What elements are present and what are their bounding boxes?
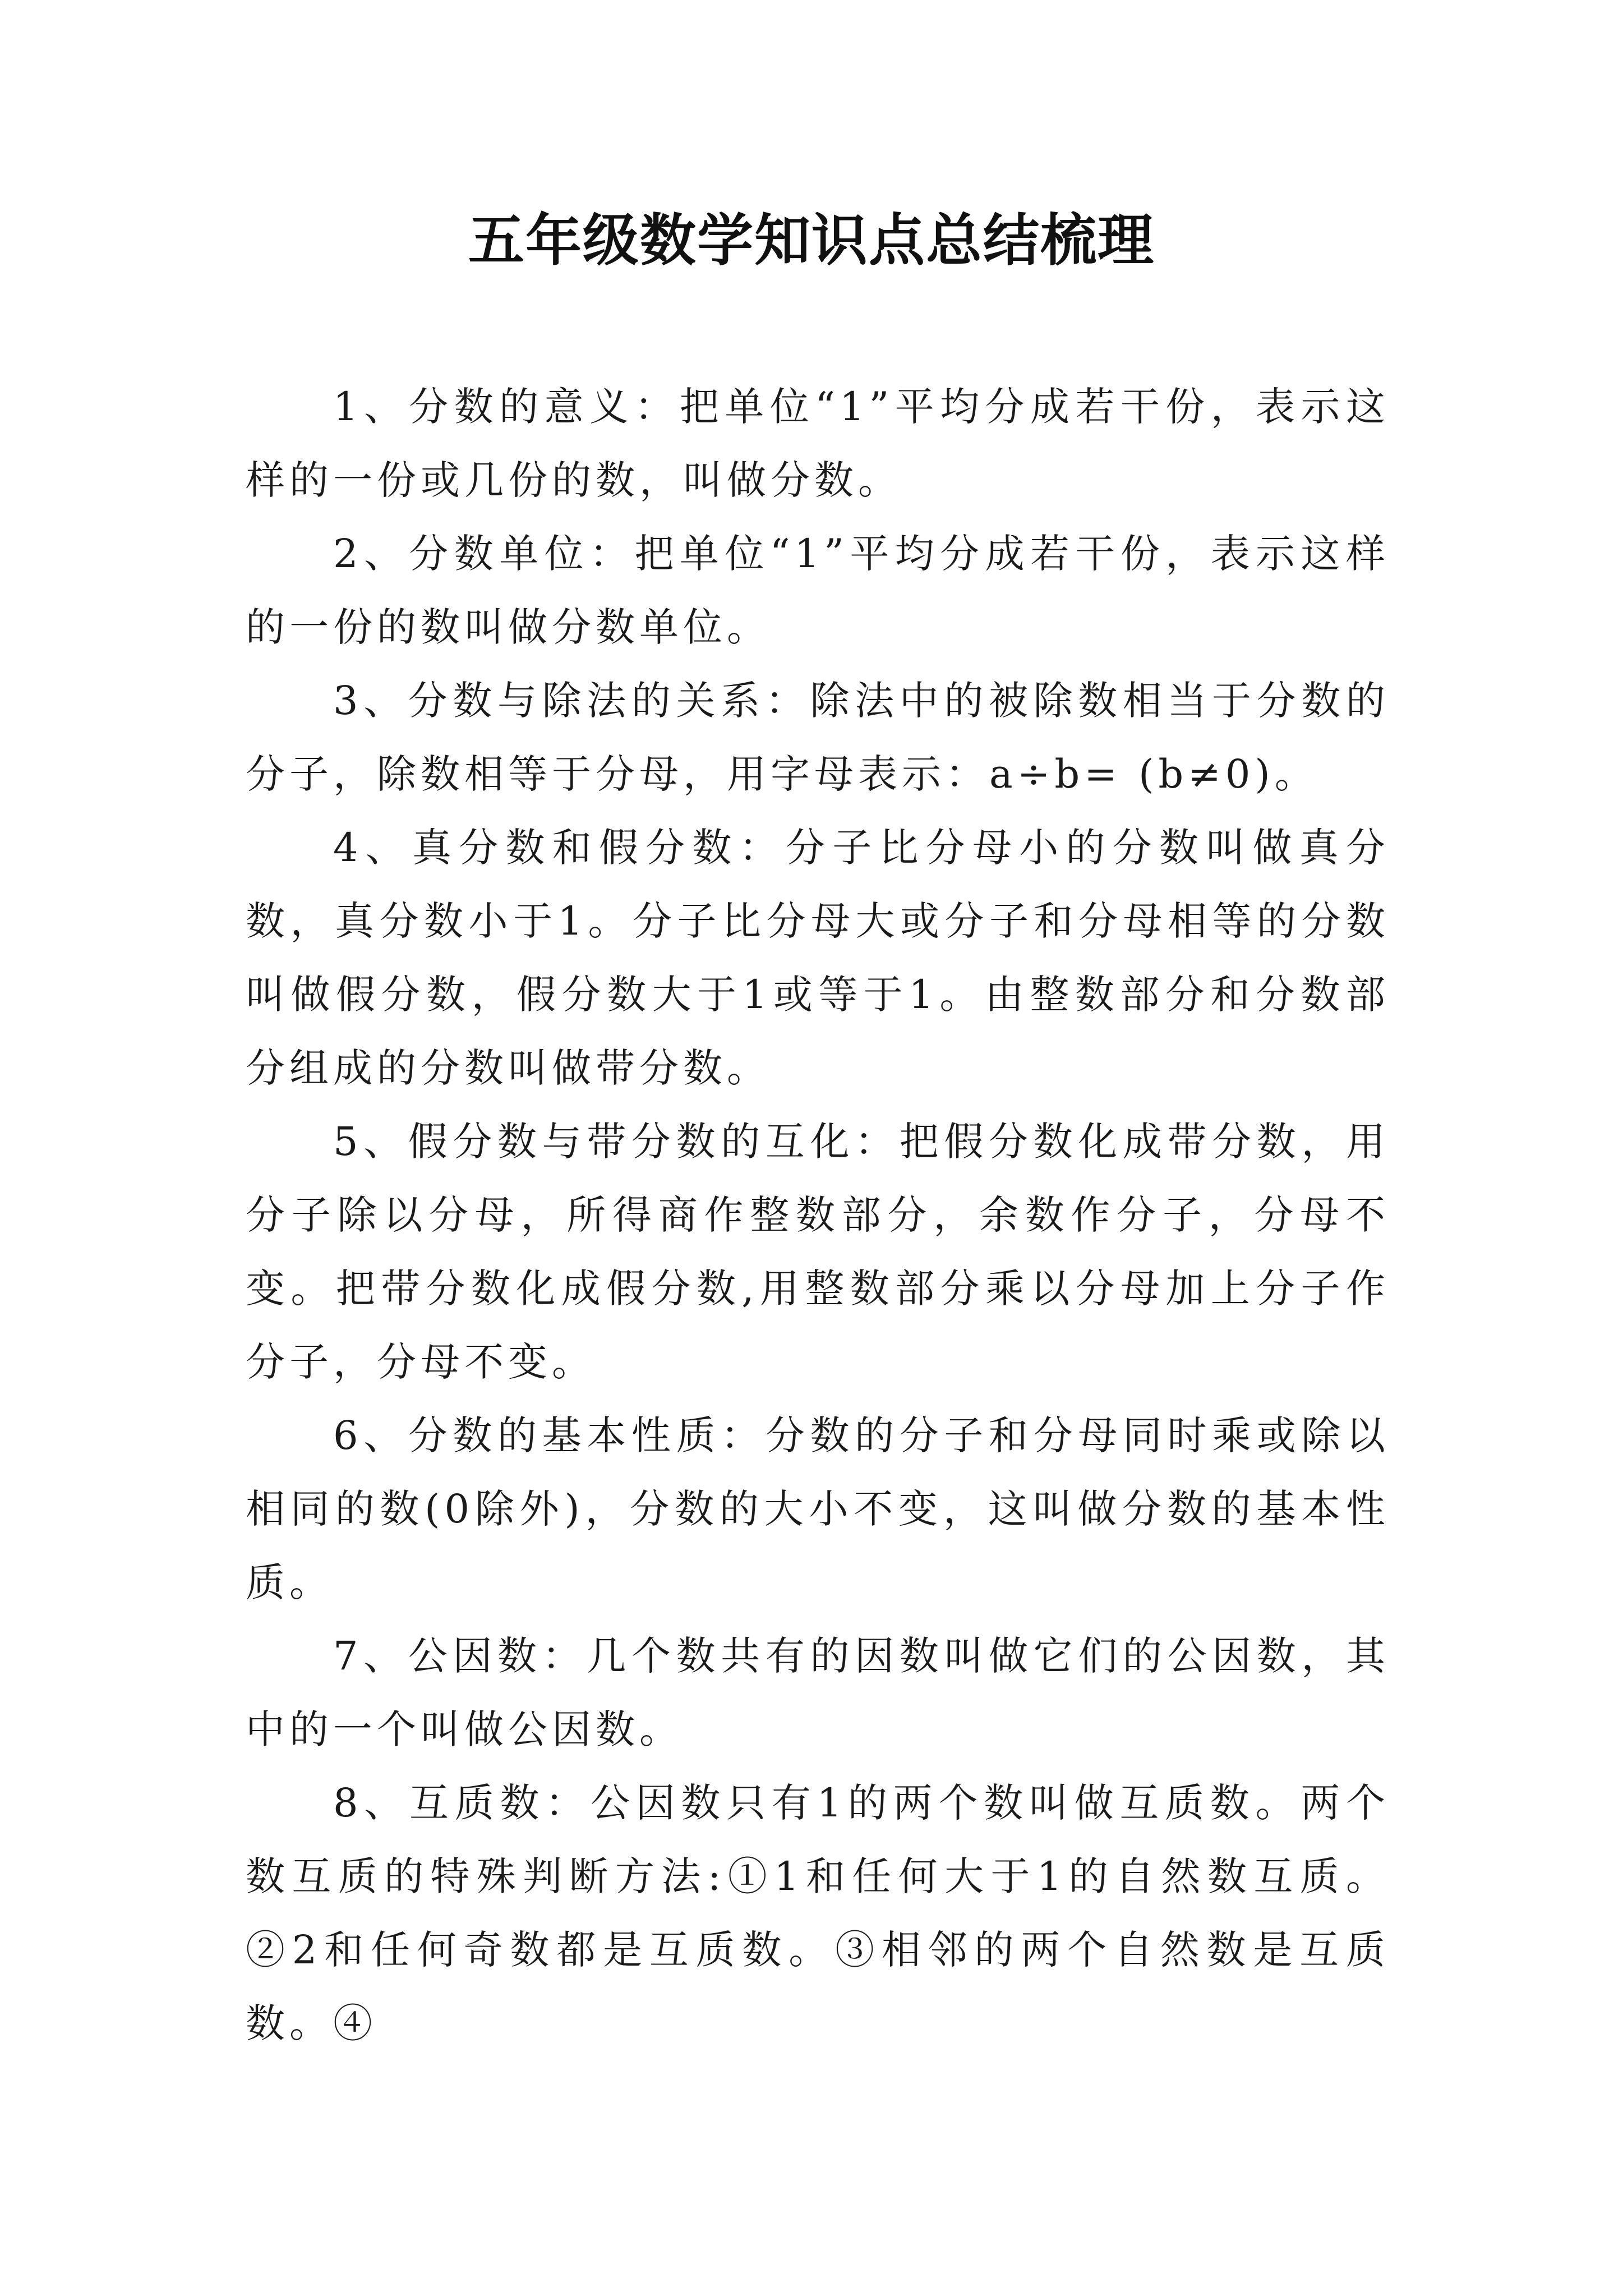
document-title: 五年级数学知识点总结梳理 bbox=[468, 207, 1155, 273]
document-body bbox=[246, 370, 1390, 2060]
paragraph-8: 8、互质数：公因数只有1的两个数叫做互质数。两个数互质的特殊判断方法:①1和任何大于1的自然数互质。②2和任何奇数都是互质数。③相邻的两个自然数是互质数。④ bbox=[246, 1780, 1390, 2046]
paragraph-1: 1、分数的意义：把单位“1”平均分成若干份，表示这样的一份或几份的数，叫做分数。 bbox=[246, 384, 1390, 503]
paragraph-7: 7、公因数：几个数共有的因数叫做它们的公因数，其中的一个叫做公因数。 bbox=[246, 1633, 1390, 1752]
paragraph-3: 3、分数与除法的关系：除法中的被除数相当于分数的分子，除数相等于分母，用字母表示：a÷b= (b≠0)。 bbox=[246, 678, 1390, 797]
paragraph-4: 4、真分数和假分数：分子比分母小的分数叫做真分数，真分数小于1。分子比分母大或分子和分母相等的分数叫做假分数，假分数大于1或等于1。由整数部分和分数部分组成的分数叫做带分数。 bbox=[246, 825, 1390, 1091]
paragraph-2: 2、分数单位：把单位“1”平均分成若干份，表示这样的一份的数叫做分数单位。 bbox=[246, 531, 1390, 650]
paragraph-5: 5、假分数与带分数的互化：把假分数化成带分数，用分子除以分母，所得商作整数部分，余数作分子，分母不变。把带分数化成假分数,用整数部分乘以分母加上分子作分子，分母不变。 bbox=[246, 1119, 1390, 1385]
paragraph-6: 6、分数的基本性质：分数的分子和分母同时乘或除以相同的数(0除外)，分数的大小不变，这叫做分数的基本性质。 bbox=[246, 1412, 1390, 1605]
